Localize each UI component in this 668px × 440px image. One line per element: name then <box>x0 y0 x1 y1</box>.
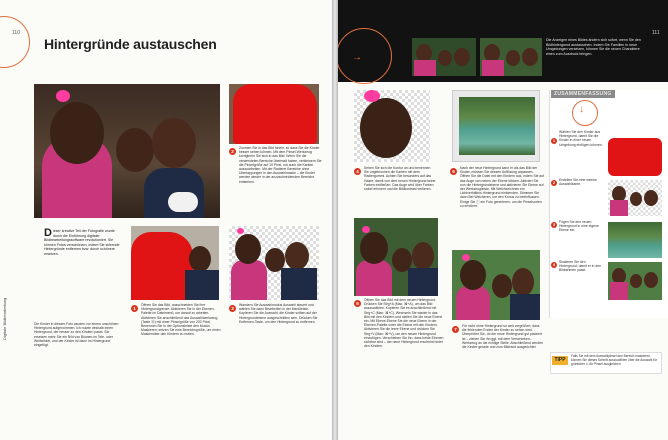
step4-photo-closeup <box>354 90 430 162</box>
step5-photo-composite <box>354 218 438 296</box>
red-mask-partial <box>131 232 193 300</box>
step-number-2: 2 <box>229 148 236 155</box>
decorative-circle-icon <box>0 16 30 68</box>
step7-text: Für nicht ohne Hintergrund so weit vergrößert, dass die fehlenden Enden der Kinder zu sehen sind. Überprüfen Sie, ob der neue Hintergrund gut platziert ist – ziehen Sie ihn ggf. mit dem Verschieben-Werkzeug an die richtige Stelle. Abschließend werden die Kinder gerade und zum Bildrand ausgerichtet. <box>462 324 543 350</box>
boy-face-comp <box>412 242 434 270</box>
left-page <box>0 0 332 440</box>
down-arrow-icon: ↓ <box>579 104 584 115</box>
boy-shirt-final <box>510 294 540 320</box>
girl-shirt-small <box>231 260 267 300</box>
child-face <box>116 128 154 172</box>
step1-photo-masking <box>131 226 219 300</box>
red-mask-overlay <box>233 84 317 144</box>
thumb2-shirt <box>482 60 504 76</box>
boy-face-small <box>189 246 211 272</box>
girl-shirt-final <box>456 286 490 320</box>
thumb1-face-2 <box>438 50 452 66</box>
side-label: Digitale Bildbearbeitung <box>2 297 7 340</box>
sum2-face-3 <box>644 190 658 206</box>
intro-text-lower: Die Kinder in diesem Foto wurden vor einem unschönen Hintergrund aufgenommen. Ich nutzte deshalb einen Hintergrund, der besser zu den Kindern passt. Sie ersetzen mehr Sie ein Bild von Blumen im Tele- oder Weitwinkel, und der Kinder ist dann im Hintergrund eingefügt. <box>34 322 119 348</box>
summary-item-1: Wählen Sie den Kinder aus Hintergrund, damit Sie die Kinder in einer neuen Umgebung einfügen können. <box>559 130 603 147</box>
summary-item-2: Erstellen Sie eine weiche Auswahlkante. <box>559 178 597 187</box>
sum4-shirt <box>610 282 628 300</box>
step-number-7: 7 <box>452 326 459 333</box>
girl-face-small <box>235 234 261 264</box>
boy-face-small-2 <box>285 242 309 270</box>
sum2-shirt <box>610 200 628 216</box>
boy-shirt-small-2 <box>281 268 317 300</box>
step3-photo-cutout <box>229 226 319 300</box>
step6-text: Nach der neue Hintergrund kann er als das Bild der Kinder, müssen Sie dessen Auflösung anpassen. Öffnen Sie die Datei mit den Kindern aus, indem Sie auf das Auge von neben der Ebene klicken. Aktiviert Sie nun die Hintergrundebene und aktivieren Sie Ebene auf der Werkzeugleiste. Mit Weichzeichnen ein Lichtverhältnis Hintergrund einblenden. Stimmen Sie dann Bei Weicheren, um den Konus zu beeinflussen. Einige Sie ⓣ ein Foto generieren, um die Pinselsorten zu erhöhen. <box>460 166 544 208</box>
step6-photo-background <box>452 90 540 162</box>
page-number-left: 110 <box>12 30 20 36</box>
step2-text: Zoomen Sie in das Bild hinein, so dass Sie die Kinder besser sehen können. Mit dem Pinsel-Werkzeug korrigieren Sie sich in das Bild. Wenn Sie die verwendeten Bereiche übermalt haben, verkleinern Sie die Pinselgröße auf 10 Pixel, um auch die Kanten auszuarbeiten. Mit der Radierer Bereiche ohne Überlappungen in den Auswahlmaske – die Kinder werden wieder in der anzuschneidenden Bereiche entstehen. <box>239 146 322 184</box>
arrow-icon: → <box>352 52 362 63</box>
sum4-face-2 <box>630 274 642 288</box>
girl-face-final <box>460 260 486 290</box>
step-number-1: 1 <box>131 305 138 312</box>
right-page <box>338 0 668 440</box>
drop-cap: D <box>44 227 52 239</box>
step1-text: Öffnen Sie das Bild, ausschneiden Sie ihre Hintergrundgrenze. Aktivieren Sie in der Ebenen-Palette im Dateimenü, um darauf zu arbeiten. Aktivieren Sie anschließend das Auswahlwerkzeug (Taste Ⓜ) mit einer Pinselgröße von 200 Pixel. Benennen Sie in der Optionsleiste den Modus Maskieren; setzen Sie eine Bereichsgröße, um einen Maskenüber den Kindern zu malen. <box>141 303 221 337</box>
header-thumbnail-2 <box>480 38 542 76</box>
white-toy <box>168 192 198 212</box>
summary-number-1: 1 <box>552 138 556 143</box>
page-number-right: 111 <box>652 30 660 36</box>
summary-thumb-3 <box>608 222 662 258</box>
sum4-face-3 <box>644 272 658 288</box>
step-number-5: 5 <box>354 300 361 307</box>
hair-bow <box>56 90 70 102</box>
child-face-final <box>492 274 512 298</box>
summary-thumb-4 <box>608 262 662 300</box>
summary-circle-icon <box>572 100 598 126</box>
girl-face-closeup <box>360 98 412 158</box>
step-number-4: 4 <box>354 168 361 175</box>
header-thumbnail-1 <box>412 38 476 76</box>
step5-text: Öffnen Sie das Bild mit dem neuen Hintergrund. Drücken Sie Strg+A (Mac: ⌘+A), um das Bild auszuwählen. Kopieren Sie es anschließend mit Strg+C (Mac: ⌘+C). Wechseln Sie wieder in das Bild mit den Kindern und stellen Sie die neue Ebene ein. Mit Ebene-Ebene Sie die neue Ebene in der Ebenen-Palette unter die Ebene mit den Kindern. Aktivieren Sie die leere Ebene und drücken Sie Strg+V (Mac: ⌘+V), um den neuen Hintergrund einzufügen. Verschieben Sie ihn, dass beide Ebenen sichtbar sind – der neue Hintergrund erscheint hinter den Kindern. <box>364 298 444 349</box>
girl-face <box>50 102 104 164</box>
thumb2-face-2 <box>506 50 520 66</box>
thumb2-face-3 <box>522 48 538 66</box>
summary-item-3: Fügen Sie den neuen Hintergrund in eine eigene Ebene ein. <box>559 220 599 233</box>
summary-number-3: 3 <box>552 222 556 227</box>
step7-photo-final <box>452 250 540 320</box>
hair-bow-final <box>462 254 470 261</box>
boy-shirt-small <box>185 270 219 300</box>
sum2-face-2 <box>630 192 642 206</box>
hair-bow-closeup <box>364 90 380 102</box>
summary-thumb-1 <box>608 138 662 176</box>
tip-label: TIPP <box>552 356 568 365</box>
main-photo-children <box>34 84 220 218</box>
hair-bow-comp <box>362 226 370 233</box>
girl-face-comp <box>360 232 388 264</box>
lake-landscape <box>459 97 535 155</box>
step-number-3: 3 <box>229 305 236 312</box>
boy-shirt-comp <box>408 268 438 296</box>
summary-number-2: 2 <box>552 180 556 185</box>
summary-heading: ZUSAMMENFASSUNG <box>551 90 615 98</box>
summary-item-4: Skalieren Sie den Hintergrund, damit er in den Bildrahmen passt. <box>559 260 602 273</box>
page-title: Hintergründe austauschen <box>44 36 217 52</box>
boy-face <box>152 118 196 168</box>
decorative-circle-icon-right <box>338 28 392 84</box>
thumb1-shirt <box>414 60 436 76</box>
boy-face-final <box>512 268 534 296</box>
summary-thumb-2 <box>608 180 662 216</box>
step3-text: Wandern Sie Auswahlmodus Auswahl steuert und wählen Sie dann Bearbeiten in der Menüleiste. Kopieren Sie die Auswahl; die Kinder sollten auf der Hintergrundebene ausgeschnitten sein. Drücken Sie Entfernen-Taste, um den Hintergrund zu entfernen. <box>239 303 318 324</box>
header-intro-text: Die Anzeigen eines Bildes ändern sich sofort, wenn Sie den Bildhintergrund austauschen. Indem Sie Familien in neue Umgebungen versetzen, können Sie die neuen Charaktere einen zum Ausdruck bringen. <box>546 38 641 56</box>
hair-bow-small <box>237 228 244 234</box>
step2-photo-masked <box>229 84 319 144</box>
step4-text: Sehen Sie sich die Kontur an und benennen Sie ungebrochen die Kanten mit dem Radiergummi. Achten Sie besonders auf das Haare; damit von dem neuen Hintergrund keine Farben einfließen. Das Auge wird über Farben sofort erinnern und die Bildkontrast verlieren. <box>364 166 436 192</box>
lead-text: ieser kreative Teil der Fotografie wurde durch die Einführung digitaler Bildbearbeitungssoftware revolutioniert. Sie können Fotos verschönern, indem Sie störende Hintergründe entfernen bzw. durch schönere ersetzen. <box>44 229 120 256</box>
step-number-6: 6 <box>450 168 457 175</box>
thumb1-face-3 <box>454 48 470 66</box>
tip-text: Falls Sie mit dem Auswahlpinsel den Bereich maskieren, können Sie dieses Schnitt auszuwählen über die Auswahl für grünlicher ⊡ für Pinsel ausgleichen. <box>571 354 657 366</box>
lead-paragraph <box>44 229 124 257</box>
girl-shirt-comp <box>356 260 392 296</box>
summary-number-4: 4 <box>552 262 556 267</box>
